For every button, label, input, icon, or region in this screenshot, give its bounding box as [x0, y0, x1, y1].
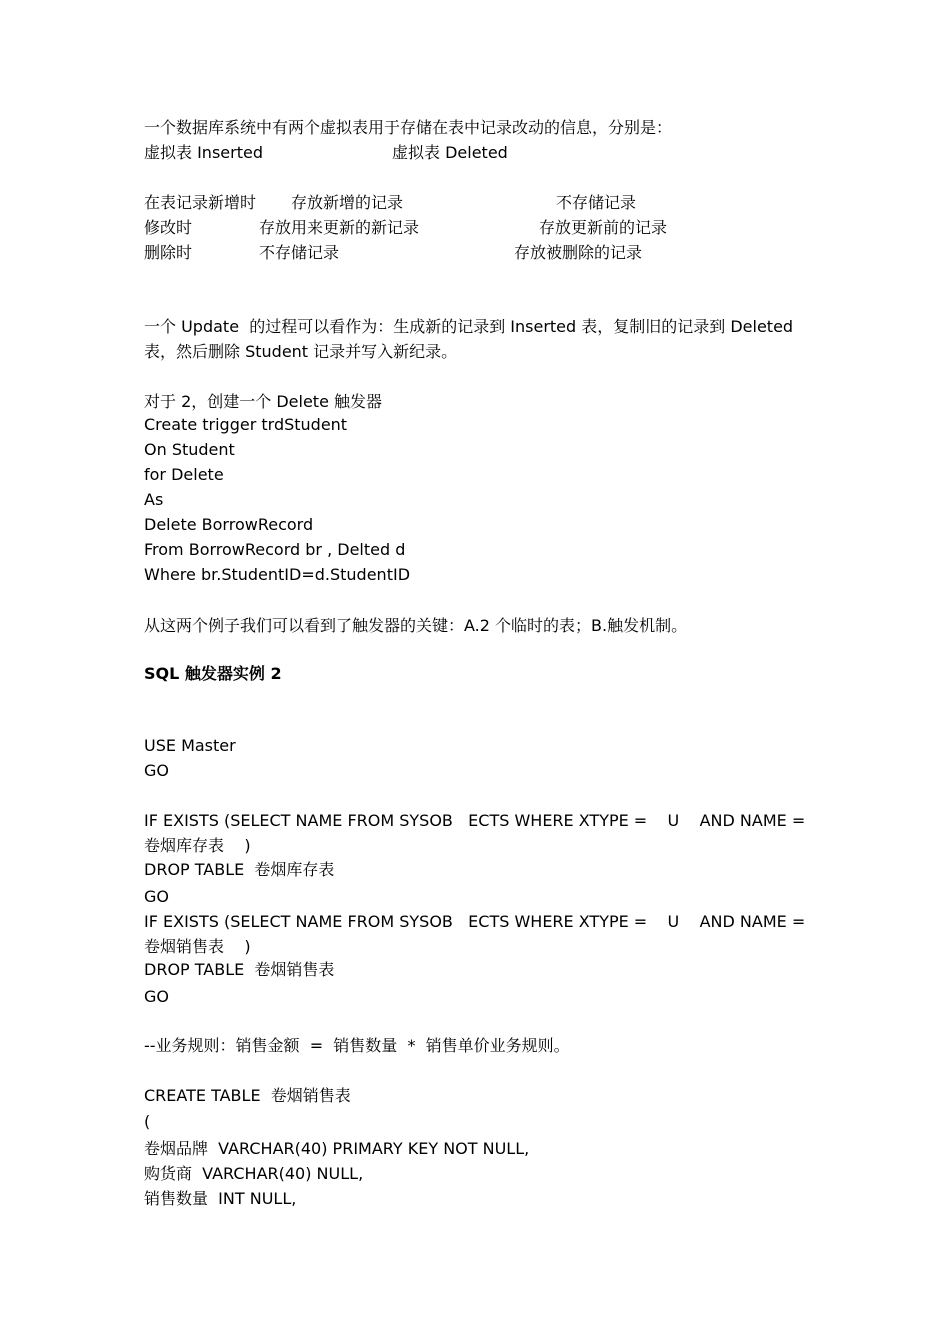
table-row-op: 在表记录新增时 — [144, 193, 257, 212]
code-line: As — [144, 490, 164, 509]
update-paragraph-line: 一个 Update 的过程可以看作为：生成新的记录到 Inserted 表，复制旧的记录到 Deleted — [144, 317, 794, 336]
inserted-table-label: 虚拟表 Inserted — [144, 143, 263, 162]
code-line: IF EXISTS (SELECT NAME FROM SYSOB ECTS WHERE XTYPE = U AND NAME = — [144, 811, 806, 830]
code-line: From BorrowRecord br , Delted d — [144, 540, 406, 559]
table-row-deleted: 存放更新前的记录 — [539, 218, 668, 237]
section-title: SQL 触发器实例 2 — [144, 664, 282, 683]
deleted-table-label: 虚拟表 Deleted — [392, 143, 508, 162]
code-line: On Student — [144, 440, 235, 459]
code-line: DROP TABLE 卷烟库存表 — [144, 860, 335, 879]
table-row-inserted: 不存储记录 — [259, 243, 340, 262]
code-line: 卷烟销售表 ) — [144, 937, 251, 956]
update-paragraph-line: 表，然后删除 Student 记录并写入新纪录。 — [144, 342, 458, 361]
code-line: for Delete — [144, 465, 224, 484]
code-line: 销售数量 INT NULL, — [144, 1189, 297, 1208]
business-rule-comment: --业务规则：销售金额 = 销售数量 * 销售单价业务规则。 — [144, 1036, 570, 1055]
code-line: Where br.StudentID=d.StudentID — [144, 565, 411, 584]
table-row-op: 删除时 — [144, 243, 193, 262]
code-line: 卷烟库存表 ) — [144, 836, 251, 855]
code-line: GO — [144, 987, 169, 1006]
code-line: IF EXISTS (SELECT NAME FROM SYSOB ECTS WHERE XTYPE = U AND NAME = — [144, 912, 806, 931]
code-line: 购货商 VARCHAR(40) NULL, — [144, 1164, 364, 1183]
table-row-inserted: 存放用来更新的新记录 — [259, 218, 420, 237]
table-row-deleted: 不存储记录 — [556, 193, 637, 212]
code-line: Create trigger trdStudent — [144, 415, 348, 434]
table-row-deleted: 存放被删除的记录 — [514, 243, 643, 262]
code-line: DROP TABLE 卷烟销售表 — [144, 960, 335, 979]
table-row-op: 修改时 — [144, 218, 193, 237]
code-line: GO — [144, 887, 169, 906]
table-row-inserted: 存放新增的记录 — [291, 193, 404, 212]
delete-trigger-heading: 对于 2，创建一个 Delete 触发器 — [144, 392, 383, 411]
summary-line: 从这两个例子我们可以看到了触发器的关键：A.2 个临时的表；B.触发机制。 — [144, 616, 688, 635]
code-line: GO — [144, 761, 169, 780]
code-line: USE Master — [144, 736, 236, 755]
code-line: Delete BorrowRecord — [144, 515, 314, 534]
code-line: 卷烟品牌 VARCHAR(40) PRIMARY KEY NOT NULL, — [144, 1139, 530, 1158]
intro-line: 一个数据库系统中有两个虚拟表用于存储在表中记录改动的信息，分别是： — [144, 118, 673, 137]
code-line: CREATE TABLE 卷烟销售表 — [144, 1086, 351, 1105]
code-line: ( — [144, 1112, 151, 1131]
